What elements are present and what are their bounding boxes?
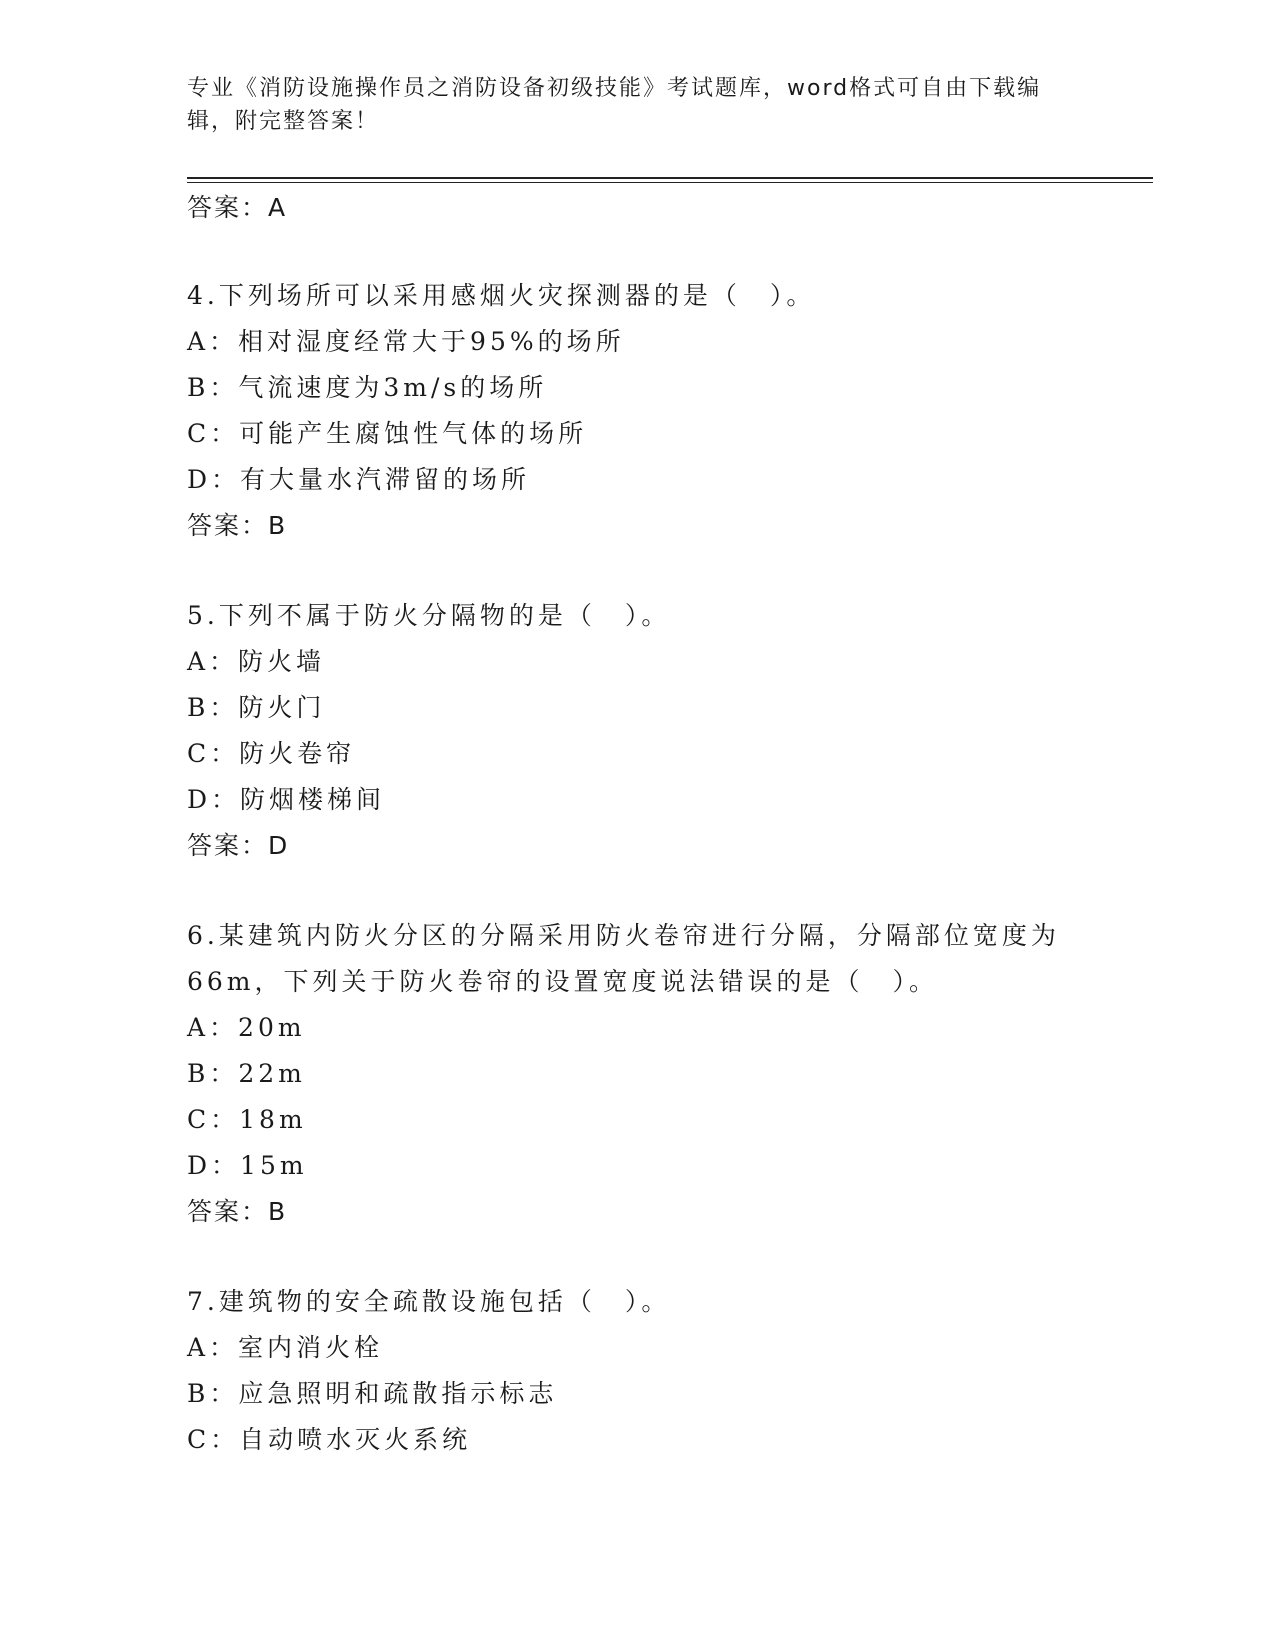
question-stem-continued: 66m，下列关于防火卷帘的设置宽度说法错误的是（ ）。 bbox=[187, 967, 939, 996]
answer-label: 答案：B bbox=[187, 511, 288, 540]
question-7 bbox=[187, 1279, 1087, 1463]
question-stem: 6.某建筑内防火分区的分隔采用防火卷帘进行分隔，分隔部位宽度为 bbox=[187, 921, 1060, 950]
header-divider-thin bbox=[187, 182, 1153, 183]
option-b: B：22m bbox=[187, 1059, 306, 1088]
option-b: B：防火门 bbox=[187, 693, 326, 722]
option-a: A：20m bbox=[187, 1013, 306, 1042]
option-a: A：室内消火栓 bbox=[187, 1333, 384, 1362]
option-c: C：可能产生腐蚀性气体的场所 bbox=[187, 419, 588, 448]
option-d: D：15m bbox=[187, 1151, 308, 1180]
question-stem: 7.建筑物的安全疏散设施包括（ ）。 bbox=[187, 1287, 671, 1316]
question-6 bbox=[187, 913, 1087, 1235]
option-b: B：应急照明和疏散指示标志 bbox=[187, 1379, 558, 1408]
question-5 bbox=[187, 593, 1087, 869]
option-c: C：18m bbox=[187, 1105, 307, 1134]
question-list bbox=[187, 185, 1087, 1463]
answer-label: 答案：B bbox=[187, 1197, 288, 1226]
option-a: A：防火墙 bbox=[187, 647, 326, 676]
question-stem: 4.下列场所可以采用感烟火灾探测器的是（ ）。 bbox=[187, 281, 816, 310]
document-header: 专业《消防设施操作员之消防设备初级技能》考试题库，word格式可自由下载编辑，附完整答案！ bbox=[187, 76, 1042, 134]
answer-label: 答案：D bbox=[187, 831, 290, 860]
question-stem: 5.下列不属于防火分隔物的是（ ）。 bbox=[187, 601, 671, 630]
option-b: B：气流速度为3m/s的场所 bbox=[187, 373, 548, 402]
option-c: C：防火卷帘 bbox=[187, 739, 356, 768]
option-d: D：有大量水汽滞留的场所 bbox=[187, 465, 531, 494]
option-a: A：相对湿度经常大于95%的场所 bbox=[187, 327, 625, 356]
option-d: D：防烟楼梯间 bbox=[187, 785, 386, 814]
question-4 bbox=[187, 273, 1087, 549]
option-c: C：自动喷水灭火系统 bbox=[187, 1425, 472, 1454]
answer-label: 答案：A bbox=[187, 193, 288, 222]
header-divider-thick bbox=[187, 177, 1153, 179]
